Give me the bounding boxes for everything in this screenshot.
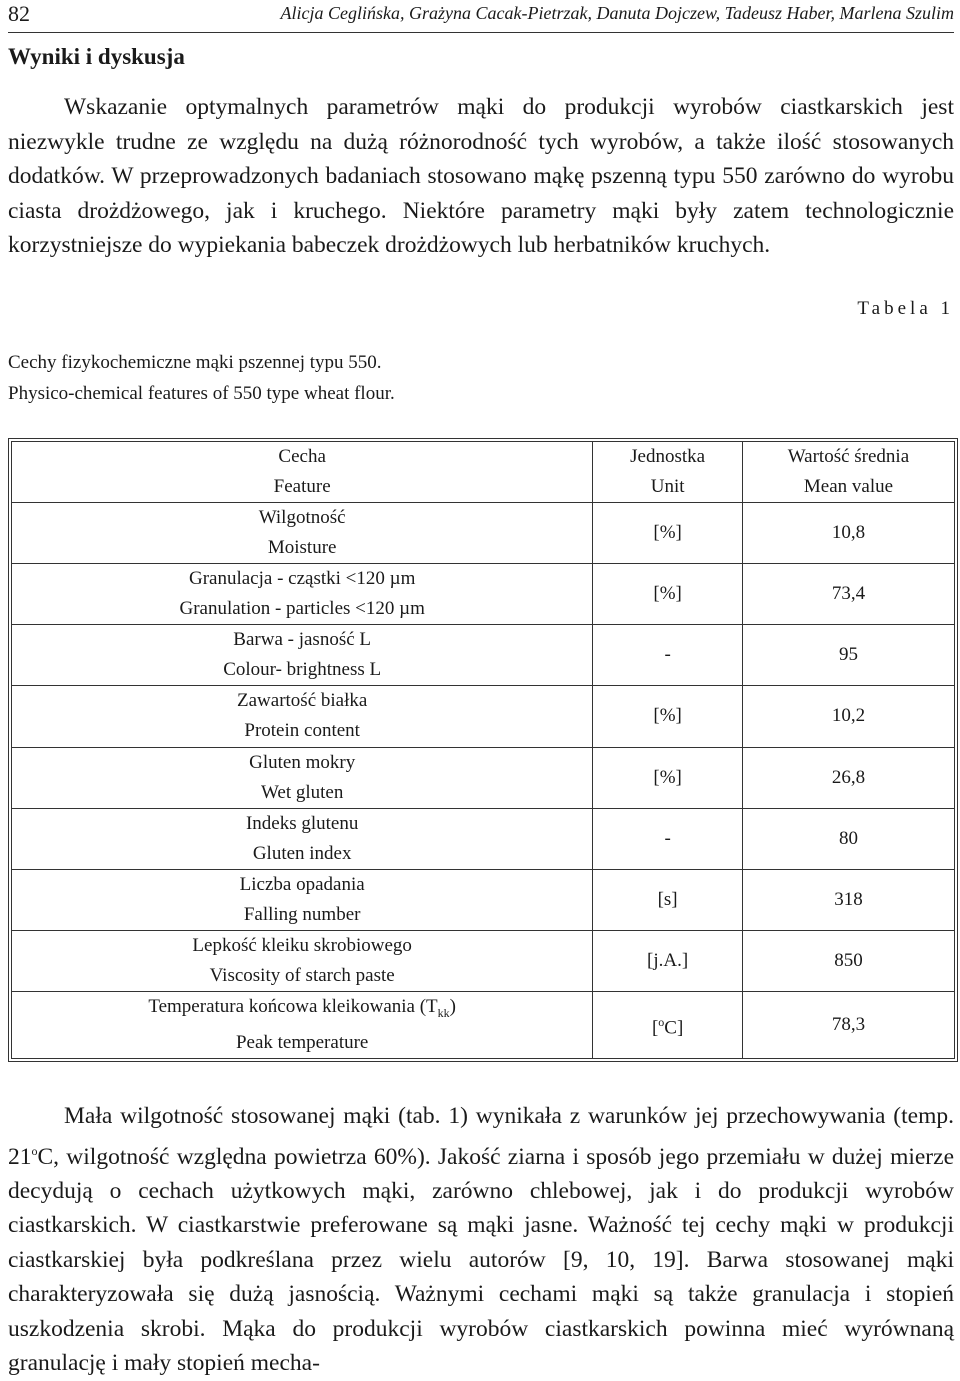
feature-pl: Gluten mokry — [249, 751, 356, 773]
feature-pl-text: Temperatura końcowa kleikowania (T — [148, 996, 438, 1018]
header-value-en: Mean value — [803, 476, 894, 498]
section-title: Wyniki i dyskusja — [8, 44, 185, 69]
feature-cell — [12, 930, 593, 991]
value-cell: 10,8 — [742, 503, 954, 564]
table-row — [12, 503, 955, 564]
table-row — [12, 930, 955, 991]
table-row — [12, 564, 955, 625]
value-cell: 80 — [742, 808, 954, 869]
feature-pl: Liczba opadania — [239, 873, 365, 895]
paragraph-discussion-part-b: C, wilgotność względna powietrza 60%). Jakość ziarna i sposób jego przemiału w dużej mierze decydują o cechach użytkowych mąki, zarówno chlebowej, jak i do produkcji wyrobów ciastkarskich. W ciastkarstwie preferowane są mąki jasne. Ważność tej cechy mąki w produkcji ciastkarskiej była podkreślana przez wielu autorów [9, 10, 19]. Barwa stosowanej mąki charakteryzowała się dużą jasnością. Ważnymi cechami mąki są także granulacja i stopień uszkodzenia skrobi. Mąka do produkcji wyrobów ciastkarskich powinna mieć wyrównaną granulację i mały stopień mecha- — [8, 1143, 954, 1377]
feature-pl: Zawartość białka — [237, 690, 368, 712]
flour-features-table — [11, 441, 955, 1059]
degree-sup: o — [31, 1143, 38, 1158]
feature-cell — [12, 625, 593, 686]
header-unit-en: Unit — [650, 476, 685, 498]
feature-en: Falling number — [243, 903, 361, 925]
feature-pl: Wilgotność — [258, 507, 346, 529]
feature-cell — [12, 747, 593, 808]
unit-cell: [%] — [593, 747, 743, 808]
unit-close: C] — [664, 1017, 684, 1039]
table-header-row — [12, 442, 955, 503]
table-caption-pl: Cechy fizykochemiczne mąki pszennej typu 550. — [8, 352, 382, 373]
feature-pl-subscript: kk — [437, 1005, 450, 1020]
page-number: 82 — [8, 1, 30, 26]
running-header — [8, 0, 954, 33]
feature-en: Viscosity of starch paste — [209, 964, 395, 986]
unit-degree-sup: o — [658, 1014, 665, 1029]
feature-cell — [12, 564, 593, 625]
feature-pl: Lepkość kleiku skrobiowego — [192, 934, 412, 956]
unit-cell: [j.A.] — [593, 930, 743, 991]
feature-cell — [12, 991, 593, 1058]
unit-cell: [%] — [593, 503, 743, 564]
table-row — [12, 869, 955, 930]
unit-open: [ — [651, 1017, 659, 1039]
unit-cell: [%] — [593, 564, 743, 625]
unit-cell: - — [593, 808, 743, 869]
paragraph-discussion-part-a: Mała wilgotność stosowanej mąki (tab. 1) wynikała z warunków jej przechowywania (temp. 21 — [8, 1103, 954, 1170]
feature-en: Granulation - particles <120 µm — [179, 598, 425, 620]
header-feature-pl: Cecha — [278, 446, 326, 468]
feature-en: Gluten index — [252, 842, 352, 864]
value-cell: 318 — [742, 869, 954, 930]
running-header-authors: Alicja Ceglińska, Grażyna Cacak-Pietrzak, Danuta Dojczew, Tadeusz Haber, Marlena Szulim — [280, 3, 954, 23]
feature-en: Colour- brightness L — [223, 659, 382, 681]
table-row — [12, 686, 955, 747]
table-frame — [8, 438, 958, 1062]
header-unit — [593, 442, 743, 503]
header-value-pl: Wartość średnia — [787, 446, 910, 468]
feature-pl: Barwa - jasność L — [233, 629, 372, 651]
feature-pl-close: ) — [449, 996, 456, 1018]
table-row — [12, 747, 955, 808]
feature-cell — [12, 869, 593, 930]
unit-cell: [s] — [593, 869, 743, 930]
header-feature — [12, 442, 593, 503]
feature-cell — [12, 503, 593, 564]
header-unit-pl: Jednostka — [630, 446, 706, 468]
value-cell: 78,3 — [742, 991, 954, 1058]
feature-pl: Granulacja - cząstki <120 µm — [188, 568, 416, 590]
value-cell: 26,8 — [742, 747, 954, 808]
feature-cell — [12, 808, 593, 869]
feature-en: Protein content — [244, 720, 360, 742]
feature-en: Peak temperature — [235, 1031, 369, 1053]
feature-en: Wet gluten — [260, 781, 344, 803]
table-row — [12, 625, 955, 686]
value-cell: 10,2 — [742, 686, 954, 747]
table-label: Tabela 1 — [857, 298, 954, 319]
value-cell: 850 — [742, 930, 954, 991]
value-cell: 95 — [742, 625, 954, 686]
feature-en: Moisture — [267, 537, 337, 559]
paragraph-discussion — [8, 1099, 954, 1381]
feature-pl: Indeks glutenu — [245, 812, 359, 834]
table-caption-en: Physico-chemical features of 550 type wheat flour. — [8, 383, 395, 404]
unit-cell: - — [593, 625, 743, 686]
unit-cell — [593, 991, 743, 1058]
paragraph-intro: Wskazanie optymalnych parametrów mąki do produkcji wyrobów ciastkarskich jest niezwykle trudne ze względu na dużą różnorodność tych wyrobów, a także ilość stosowanych dodatków. W przeprowadzonych badaniach stosowano mąkę pszenną typu 550 zarówno do wyrobu ciasta drożdżowego, jak i kruchego. Niektóre parametry mąki były zatem technologicznie korzystniejsze do wypiekania babeczek drożdżowych lub herbatników kruchych. — [8, 94, 954, 258]
feature-pl — [14, 992, 590, 1028]
header-value — [742, 442, 954, 503]
table-row — [12, 808, 955, 869]
unit-cell: [%] — [593, 686, 743, 747]
header-feature-en: Feature — [273, 476, 331, 498]
feature-cell — [12, 686, 593, 747]
table-row — [12, 991, 955, 1058]
value-cell: 73,4 — [742, 564, 954, 625]
